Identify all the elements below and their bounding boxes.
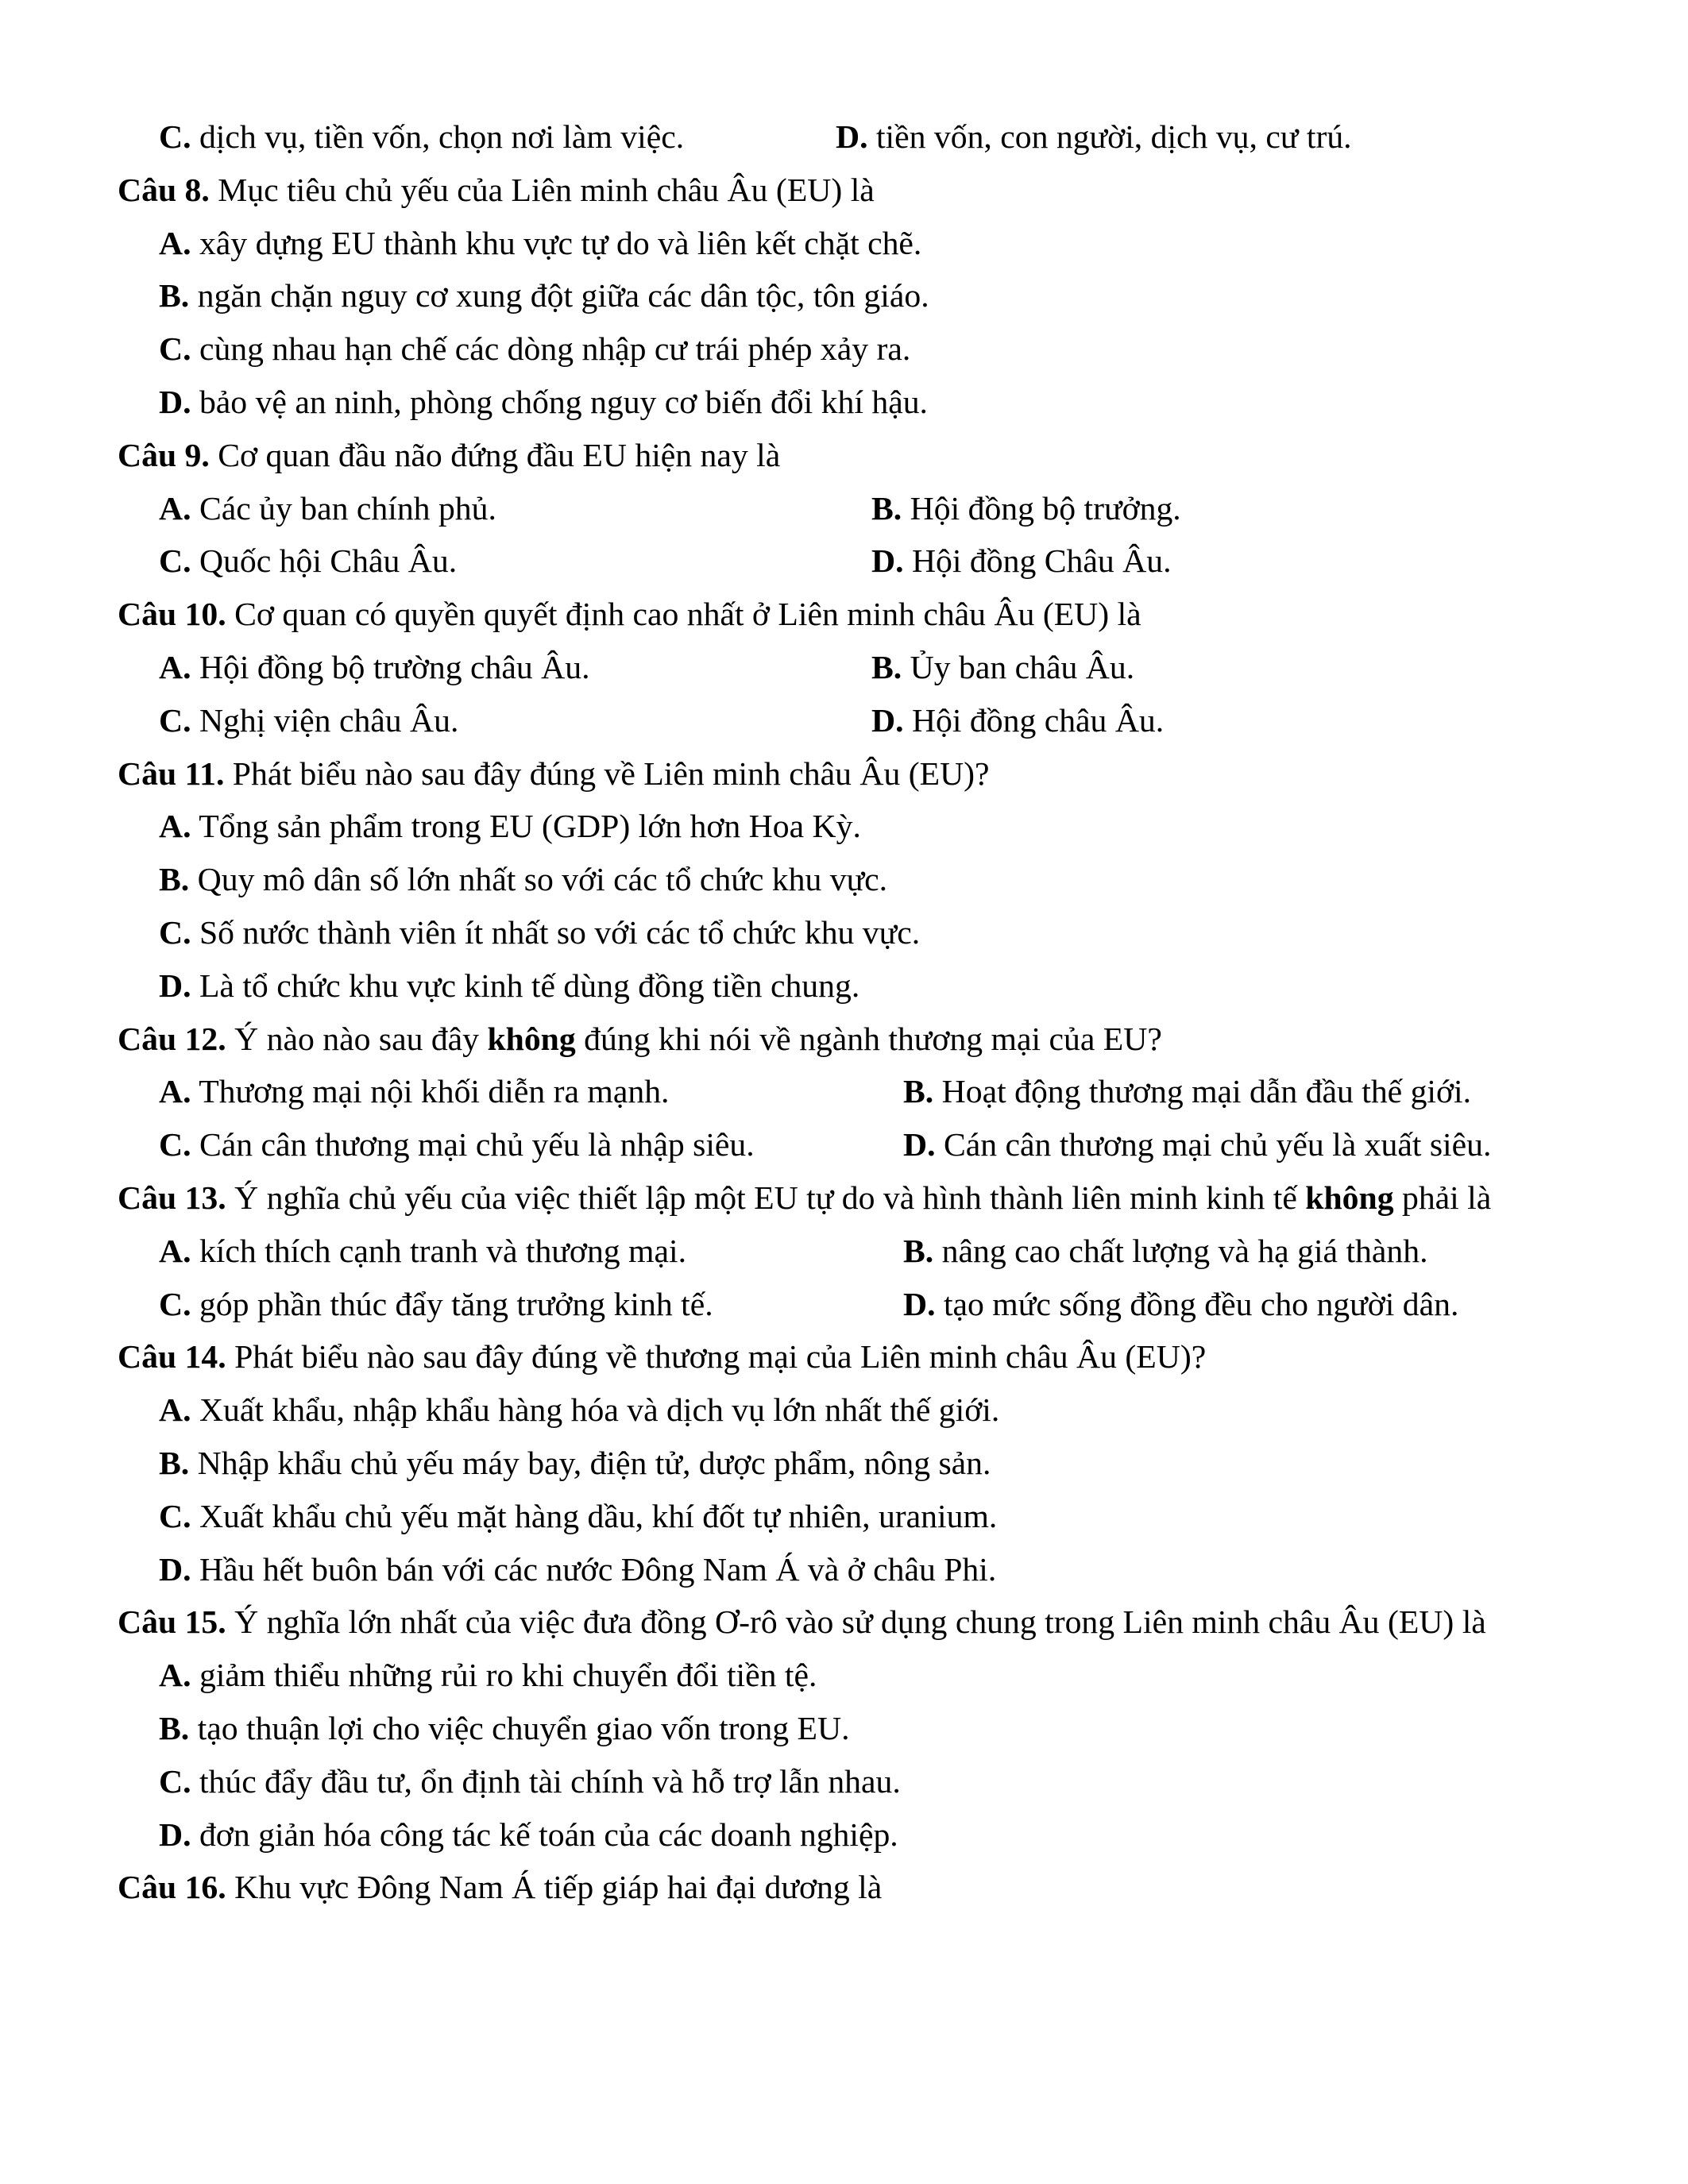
stem-text: Ý nào nào sau đây: [226, 1021, 488, 1058]
answer-option: [159, 1544, 996, 1597]
answer-option: [159, 695, 871, 748]
answer-option: [159, 483, 871, 536]
emphasis-text: không: [1305, 1179, 1394, 1217]
option-row: [118, 1066, 1569, 1119]
option-text: Xuất khẩu, nhập khẩu hàng hóa và dịch vụ lớn nhất thế giới.: [191, 1392, 1000, 1430]
option-row: [118, 1650, 1569, 1703]
option-row: [118, 1437, 1569, 1491]
option-letter: C.: [159, 1286, 191, 1323]
answer-option: [159, 376, 928, 430]
stem-text: phải là: [1393, 1179, 1492, 1217]
option-row: [118, 854, 1569, 907]
answer-option: [159, 854, 887, 907]
option-row: [118, 376, 1569, 430]
answer-option: [903, 1119, 1491, 1172]
option-letter: B.: [159, 1445, 190, 1482]
stem-text: Cơ quan có quyền quyết định cao nhất ở Liên minh châu Âu (EU) là: [226, 596, 1141, 634]
option-row: [118, 1119, 1569, 1172]
stem-text: Cơ quan đầu não đứng đầu EU hiện nay là: [209, 437, 781, 474]
option-row: [118, 535, 1569, 588]
option-letter: D.: [871, 702, 904, 739]
option-row: [118, 1225, 1569, 1279]
option-row: [118, 695, 1569, 748]
option-text: Ủy ban châu Âu.: [902, 649, 1135, 686]
option-text: tạo mức sống đồng đều cho người dân.: [935, 1286, 1459, 1323]
option-row: [118, 642, 1569, 695]
option-letter: C.: [159, 1763, 191, 1800]
question-block: [118, 164, 1569, 430]
option-letter: A.: [159, 1074, 191, 1111]
question-stem: [118, 1172, 1569, 1225]
option-text: Hội đồng bộ trường châu Âu.: [191, 649, 590, 686]
option-letter: A.: [159, 225, 191, 262]
answer-option: [159, 323, 910, 376]
option-text: Cán cân thương mại chủ yếu là xuất siêu.: [935, 1127, 1492, 1164]
option-text: ngăn chặn nguy cơ xung đột giữa các dân tộc, tôn giáo.: [189, 278, 929, 315]
option-text: xây dựng EU thành khu vực tự do và liên kết chặt chẽ.: [191, 225, 922, 262]
question-label: Câu 16.: [118, 1870, 226, 1907]
option-row: [118, 1703, 1569, 1756]
answer-option: [159, 1809, 898, 1862]
answer-option: [159, 1703, 850, 1756]
option-text: tiền vốn, con người, dịch vụ, cư trú.: [867, 119, 1352, 156]
option-text: Là tổ chức khu vực kinh tế dùng đồng tiền chung.: [191, 967, 860, 1005]
answer-option: [903, 1279, 1458, 1332]
option-text: giảm thiểu những rủi ro khi chuyển đổi tiền tệ.: [191, 1657, 817, 1695]
option-text: Hoạt động thương mại dẫn đầu thế giới.: [933, 1074, 1472, 1111]
question-label: Câu 13.: [118, 1179, 226, 1217]
question-block: [118, 430, 1569, 588]
option-row: [118, 218, 1569, 271]
option-letter: C.: [159, 543, 191, 581]
answer-option: [903, 1066, 1471, 1119]
question-label: Câu 14.: [118, 1339, 226, 1376]
option-text: bảo vệ an ninh, phòng chống nguy cơ biến đổi khí hậu.: [191, 384, 928, 421]
answer-option: [871, 695, 1164, 748]
answer-option: [159, 801, 861, 854]
option-letter: B.: [871, 490, 902, 527]
question-label: Câu 11.: [118, 755, 225, 793]
question-block: [118, 748, 1569, 1013]
question-label: Câu 8.: [118, 172, 210, 209]
option-letter: D.: [159, 1816, 191, 1854]
question-stem: [118, 588, 1569, 642]
option-text: Thương mại nội khối diễn ra mạnh.: [191, 1074, 670, 1111]
answer-option: [159, 1066, 903, 1119]
option-text: đơn giản hóa công tác kế toán của các doanh nghiệp.: [191, 1816, 898, 1854]
option-letter: B.: [159, 862, 190, 899]
option-row: [118, 483, 1569, 536]
question-block: [118, 1172, 1569, 1331]
option-row: [118, 1809, 1569, 1862]
question-label: Câu 15.: [118, 1604, 226, 1642]
answer-option: [159, 1650, 817, 1703]
option-letter: B.: [159, 278, 190, 315]
option-text: Hội đồng bộ trưởng.: [902, 490, 1181, 527]
option-letter: B.: [903, 1074, 934, 1111]
answer-option: [159, 270, 929, 323]
option-row: [118, 270, 1569, 323]
option-letter: D.: [159, 1551, 191, 1588]
option-letter: C.: [159, 1127, 191, 1164]
question-label: Câu 12.: [118, 1021, 226, 1058]
option-letter: B.: [903, 1233, 934, 1270]
answer-option: [159, 1384, 999, 1437]
option-letter: A.: [159, 649, 191, 686]
stem-text: Phát biểu nào sau đây đúng về thương mại của Liên minh châu Âu (EU)?: [226, 1339, 1207, 1376]
option-text: Nhập khẩu chủ yếu máy bay, điện tử, dược phẩm, nông sản.: [189, 1445, 991, 1482]
option-letter: A.: [159, 808, 191, 846]
option-text: Quy mô dân số lớn nhất so với các tổ chức khu vực.: [189, 862, 888, 899]
option-letter: C.: [159, 119, 191, 156]
answer-option: [871, 642, 1134, 695]
question-stem: [118, 1013, 1569, 1067]
option-row: [118, 1756, 1569, 1809]
option-text: cùng nhau hạn chế các dòng nhập cư trái phép xảy ra.: [191, 331, 911, 369]
stem-text: Mục tiêu chủ yếu của Liên minh châu Âu (EU) là: [209, 172, 875, 209]
option-letter: C.: [159, 1498, 191, 1535]
answer-option: [903, 1225, 1428, 1279]
option-letter: B.: [871, 649, 902, 686]
option-text: Hầu hết buôn bán với các nước Đông Nam Á và ở châu Phi.: [191, 1551, 997, 1588]
option-letter: D.: [903, 1127, 936, 1164]
option-text: Hội đồng Châu Âu.: [903, 543, 1172, 581]
option-row: [118, 907, 1569, 960]
stem-text: Ý nghĩa lớn nhất của việc đưa đồng Ơ-rô vào sử dụng chung trong Liên minh châu Âu (EU) là: [226, 1604, 1486, 1642]
question-stem: [118, 164, 1569, 218]
answer-option: [836, 111, 1352, 164]
answer-option: [871, 483, 1181, 536]
question-block: [118, 1862, 1569, 1915]
stem-text: Ý nghĩa chủ yếu của việc thiết lập một EU tự do và hình thành liên minh kinh tế: [226, 1179, 1306, 1217]
question-label: Câu 9.: [118, 437, 210, 474]
stem-text: Phát biểu nào sau đây đúng về Liên minh châu Âu (EU)?: [224, 755, 990, 793]
answer-option: [159, 111, 836, 164]
option-row: [118, 1279, 1569, 1332]
option-row: [118, 323, 1569, 376]
question-block: [118, 1013, 1569, 1172]
option-row: [118, 1544, 1569, 1597]
answer-option: [159, 218, 921, 271]
option-letter: D.: [836, 119, 868, 156]
stem-text: Khu vực Đông Nam Á tiếp giáp hai đại dương là: [226, 1870, 883, 1907]
question-stem: [118, 430, 1569, 483]
option-row: [118, 1384, 1569, 1437]
option-text: Số nước thành viên ít nhất so với các tổ chức khu vực.: [191, 914, 921, 951]
answer-option: [159, 1225, 903, 1279]
question-label: Câu 10.: [118, 596, 226, 634]
answer-option: [159, 1437, 991, 1491]
option-letter: D.: [903, 1286, 936, 1323]
option-letter: C.: [159, 331, 191, 369]
answer-option: [159, 1279, 903, 1332]
option-letter: B.: [159, 1710, 190, 1747]
option-letter: D.: [159, 967, 191, 1005]
answer-option: [159, 1491, 997, 1544]
option-text: Quốc hội Châu Âu.: [191, 543, 458, 581]
option-letter: A.: [159, 490, 191, 527]
question-block: [118, 1331, 1569, 1596]
option-text: Nghị viện châu Âu.: [191, 702, 459, 739]
question-stem: [118, 748, 1569, 801]
option-letter: C.: [159, 702, 191, 739]
answer-option: [159, 535, 871, 588]
option-text: Cán cân thương mại chủ yếu là nhập siêu.: [191, 1127, 755, 1164]
option-letter: D.: [159, 384, 191, 421]
question-stem: [118, 1331, 1569, 1384]
option-letter: A.: [159, 1233, 191, 1270]
answer-option: [871, 535, 1172, 588]
option-text: kích thích cạnh tranh và thương mại.: [191, 1233, 686, 1270]
option-text: Hội đồng châu Âu.: [903, 702, 1165, 739]
question-stem: [118, 1862, 1569, 1915]
option-letter: C.: [159, 914, 191, 951]
option-text: góp phần thúc đẩy tăng trưởng kinh tế.: [191, 1286, 713, 1323]
answer-option: [159, 907, 920, 960]
option-row: [118, 960, 1569, 1013]
option-text: tạo thuận lợi cho việc chuyển giao vốn trong EU.: [189, 1710, 850, 1747]
option-row: [118, 1491, 1569, 1544]
option-letter: A.: [159, 1392, 191, 1430]
option-row: [118, 111, 1569, 164]
answer-option: [159, 1119, 903, 1172]
question-block: [118, 588, 1569, 747]
question-stem: [118, 1596, 1569, 1650]
answer-option: [159, 642, 871, 695]
answer-option: [159, 960, 859, 1013]
question-block: [118, 1596, 1569, 1862]
option-letter: A.: [159, 1657, 191, 1695]
option-text: Các ủy ban chính phủ.: [191, 490, 496, 527]
answer-option: [159, 1756, 901, 1809]
option-row: [118, 801, 1569, 854]
option-letter: D.: [871, 543, 904, 581]
option-text: nâng cao chất lượng và hạ giá thành.: [933, 1233, 1428, 1270]
option-text: dịch vụ, tiền vốn, chọn nơi làm việc.: [191, 119, 685, 156]
emphasis-text: không: [487, 1021, 576, 1058]
stem-text: đúng khi nói về ngành thương mại của EU?: [575, 1021, 1162, 1058]
option-text: Tổng sản phẩm trong EU (GDP) lớn hơn Hoa Kỳ.: [191, 808, 861, 846]
option-text: Xuất khẩu chủ yếu mặt hàng dầu, khí đốt tự nhiên, uranium.: [191, 1498, 998, 1535]
option-text: thúc đẩy đầu tư, ổn định tài chính và hỗ trợ lẫn nhau.: [191, 1763, 901, 1800]
